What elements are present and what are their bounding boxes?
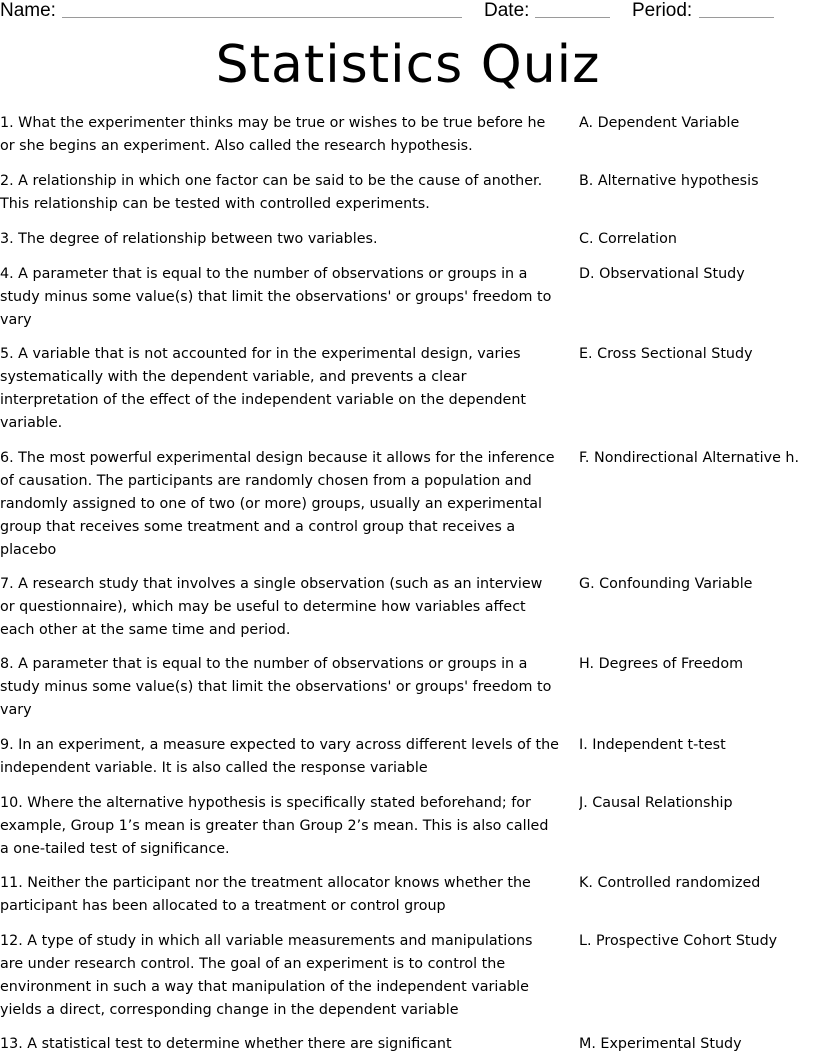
question-4: 4. A parameter that is equal to the number of observations or groups in a study minus some value(s) that limit the observations' or groups' freedom to vary [0, 266, 552, 328]
question-3: 3. The degree of relationship between two variables. [0, 231, 378, 247]
date-blank[interactable] [535, 17, 610, 18]
question-7: 7. A research study that involves a single observation (such as an interview or questionnaire), which may be useful to determine how variables affect each other at the same time and period. [0, 576, 543, 638]
answer-b: B. Alternative hypothesis [579, 173, 759, 189]
answer-m: M. Experimental Study [579, 1036, 742, 1052]
answer-h: H. Degrees of Freedom [579, 656, 744, 672]
question-1: 1. What the experimenter thinks may be true or wishes to be true before he or she begins an experiment. Also called the research hypothesis. [0, 115, 546, 154]
question-9: 9. In an experiment, a measure expected to vary across different levels of the independent variable. It is also called the response variable [0, 737, 559, 776]
page-title: Statistics Quiz [215, 35, 601, 95]
question-6: 6. The most powerful experimental design because it allows for the inference of causation. The participants are randomly chosen from a population and randomly assigned to one of two (or more) groups, usually an experimental group that receives some treatment and a control group that receives a placebo [0, 450, 555, 558]
period-label: Period: [632, 0, 693, 21]
question-8: 8. A parameter that is equal to the number of observations or groups in a study minus some value(s) that limit the observations' or groups' freedom to vary [0, 656, 552, 718]
question-11: 11. Neither the participant nor the treatment allocator knows whether the participant has been allocated to a treatment or control group [0, 875, 531, 914]
answer-i: I. Independent t-test [579, 737, 726, 753]
question-5: 5. A variable that is not accounted for in the experimental design, varies systematically with the dependent variable, and prevents a clear interpretation of the effect of the independent variable on the dependent variable. [0, 346, 527, 431]
answer-a: A. Dependent Variable [579, 115, 740, 131]
question-13: 13. A statistical test to determine whether there are significant [0, 1036, 452, 1052]
question-2: 2. A relationship in which one factor can be said to be the cause of another. This relationship can be tested with controlled experiments. [0, 173, 543, 212]
answer-k: K. Controlled randomized [579, 875, 761, 891]
answer-c: C. Correlation [579, 231, 677, 247]
answer-d: D. Observational Study [579, 266, 745, 282]
period-blank[interactable] [699, 17, 774, 18]
answer-l: L. Prospective Cohort Study [579, 933, 778, 949]
worksheet-header [0, 0, 816, 24]
name-label: Name: [0, 0, 56, 21]
question-10: 10. Where the alternative hypothesis is specifically stated beforehand; for example, Group 1’s mean is greater than Group 2’s mean. This is also called a one-tailed test of significance. [0, 795, 549, 857]
question-12: 12. A type of study in which all variable measurements and manipulations are under research control. The goal of an experiment is to control the environment in such a way that manipulation of the independent variable yields a direct, corresponding change in the dependent variable [0, 933, 533, 1018]
answer-g: G. Confounding Variable [579, 576, 753, 592]
answer-e: E. Cross Sectional Study [579, 346, 753, 362]
answer-f: F. Nondirectional Alternative h. [579, 450, 800, 466]
answer-j: J. Causal Relationship [579, 795, 733, 811]
name-blank[interactable] [62, 17, 462, 18]
date-label: Date: [484, 0, 530, 21]
